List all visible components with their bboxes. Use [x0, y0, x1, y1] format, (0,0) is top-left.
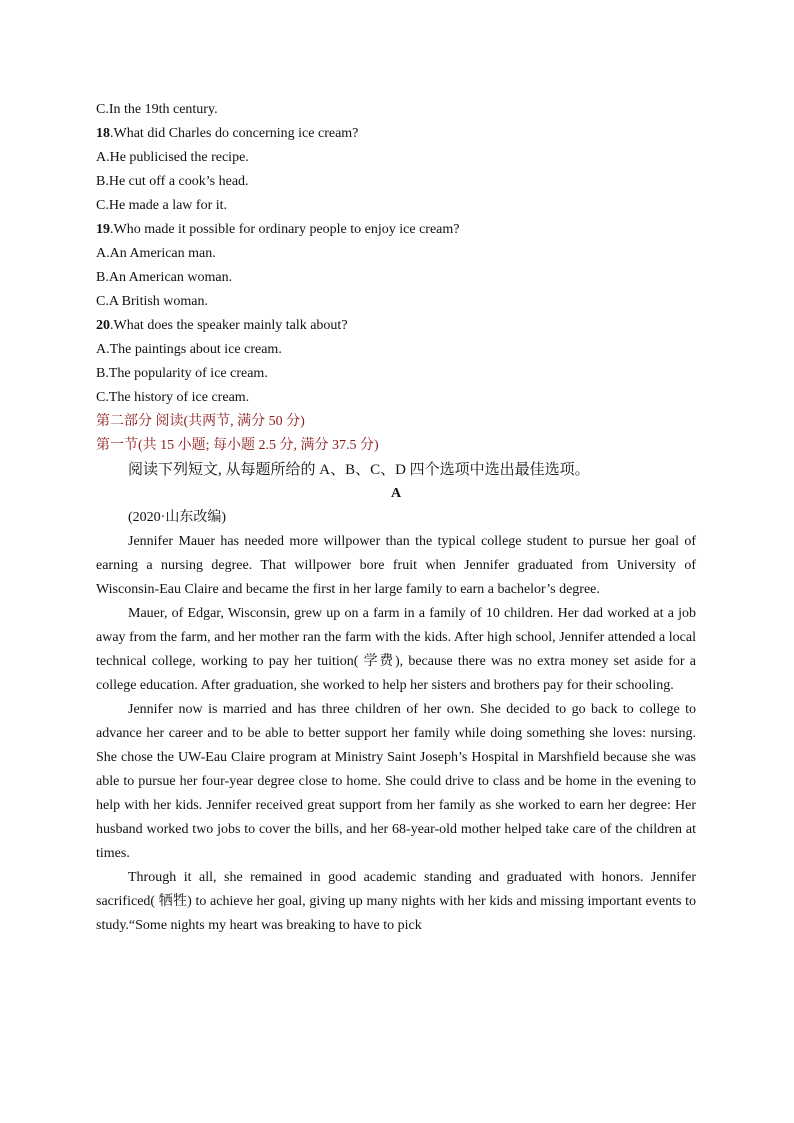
question-18 — [96, 122, 696, 146]
q19-option-b: B.An American woman. — [96, 270, 233, 285]
q17-option-c: C.In the 19th century. — [96, 102, 218, 117]
passage-source: (2020·山东改编) — [128, 510, 226, 525]
question-text: .Who made it possible for ordinary people to enjoy ice cream? — [110, 222, 460, 237]
document-content — [96, 98, 696, 938]
q20-option-c: C.The history of ice cream. — [96, 390, 250, 405]
passage-label: A — [390, 486, 402, 501]
passage-paragraph-4: Through it all, she remained in good academic standing and graduated with honors. Jennifer sacrificed( 牺牲) to achieve her goal, giving up many nights with her kids and missing important events to study.“Some nights my heart was breaking to have to pick — [96, 870, 696, 933]
question-text: .What does the speaker mainly talk about? — [110, 318, 348, 333]
section1-heading: 第一节(共 15 小题; 每小题 2.5 分, 满分 37.5 分) — [96, 438, 379, 453]
section-instruction: 阅读下列短文, 从每题所给的 A、B、C、D 四个选项中选出最佳选项。 — [128, 462, 590, 478]
q20-option-a: A.The paintings about ice cream. — [96, 342, 282, 357]
q18-option-b: B.He cut off a cook’s head. — [96, 174, 249, 189]
question-text: .What did Charles do concerning ice cream? — [110, 126, 359, 141]
q18-option-a: A.He publicised the recipe. — [96, 150, 249, 165]
question-number: 20 — [96, 318, 110, 333]
q20-option-b: B.The popularity of ice cream. — [96, 366, 268, 381]
q19-option-c: C.A British woman. — [96, 294, 209, 309]
question-20 — [96, 314, 696, 338]
q19-option-a: A.An American man. — [96, 246, 216, 261]
question-19 — [96, 218, 696, 242]
passage-paragraph-3: Jennifer now is married and has three children of her own. She decided to go back to college to advance her career and to be able to better support her family while doing something she loves: nursing. She chose the UW-Eau Claire program at Ministry Saint Joseph’s Hospital in Marshfield because she was able to pursue her four-year degree close to home. She could drive to class and be home in the evening to help with her kids. Jennifer received great support from her family as she worked to earn her degree: Her husband worked two jobs to cover the bills, and her 68-year-old mother helped take care of the children at times. — [96, 702, 696, 861]
part2-heading: 第二部分 阅读(共两节, 满分 50 分) — [96, 414, 305, 429]
question-number: 19 — [96, 222, 110, 237]
passage-paragraph-1: Jennifer Mauer has needed more willpower than the typical college student to pursue her goal of earning a nursing degree. That willpower bore fruit when Jennifer graduated from University of Wisconsin-Eau Claire and became the first in her large family to earn a bachelor’s degree. — [96, 534, 696, 597]
passage-paragraph-2: Mauer, of Edgar, Wisconsin, grew up on a farm in a family of 10 children. Her dad worked at a job away from the farm, and her mother ran the farm with the kids. After high school, Jennifer attended a local technical college, working to pay her tuition( 学费), because there was no extra money set aside for a college education. After graduation, she worked to help her sisters and brothers pay for their schooling. — [96, 606, 696, 693]
q18-option-c: C.He made a law for it. — [96, 198, 228, 213]
question-number: 18 — [96, 126, 110, 141]
